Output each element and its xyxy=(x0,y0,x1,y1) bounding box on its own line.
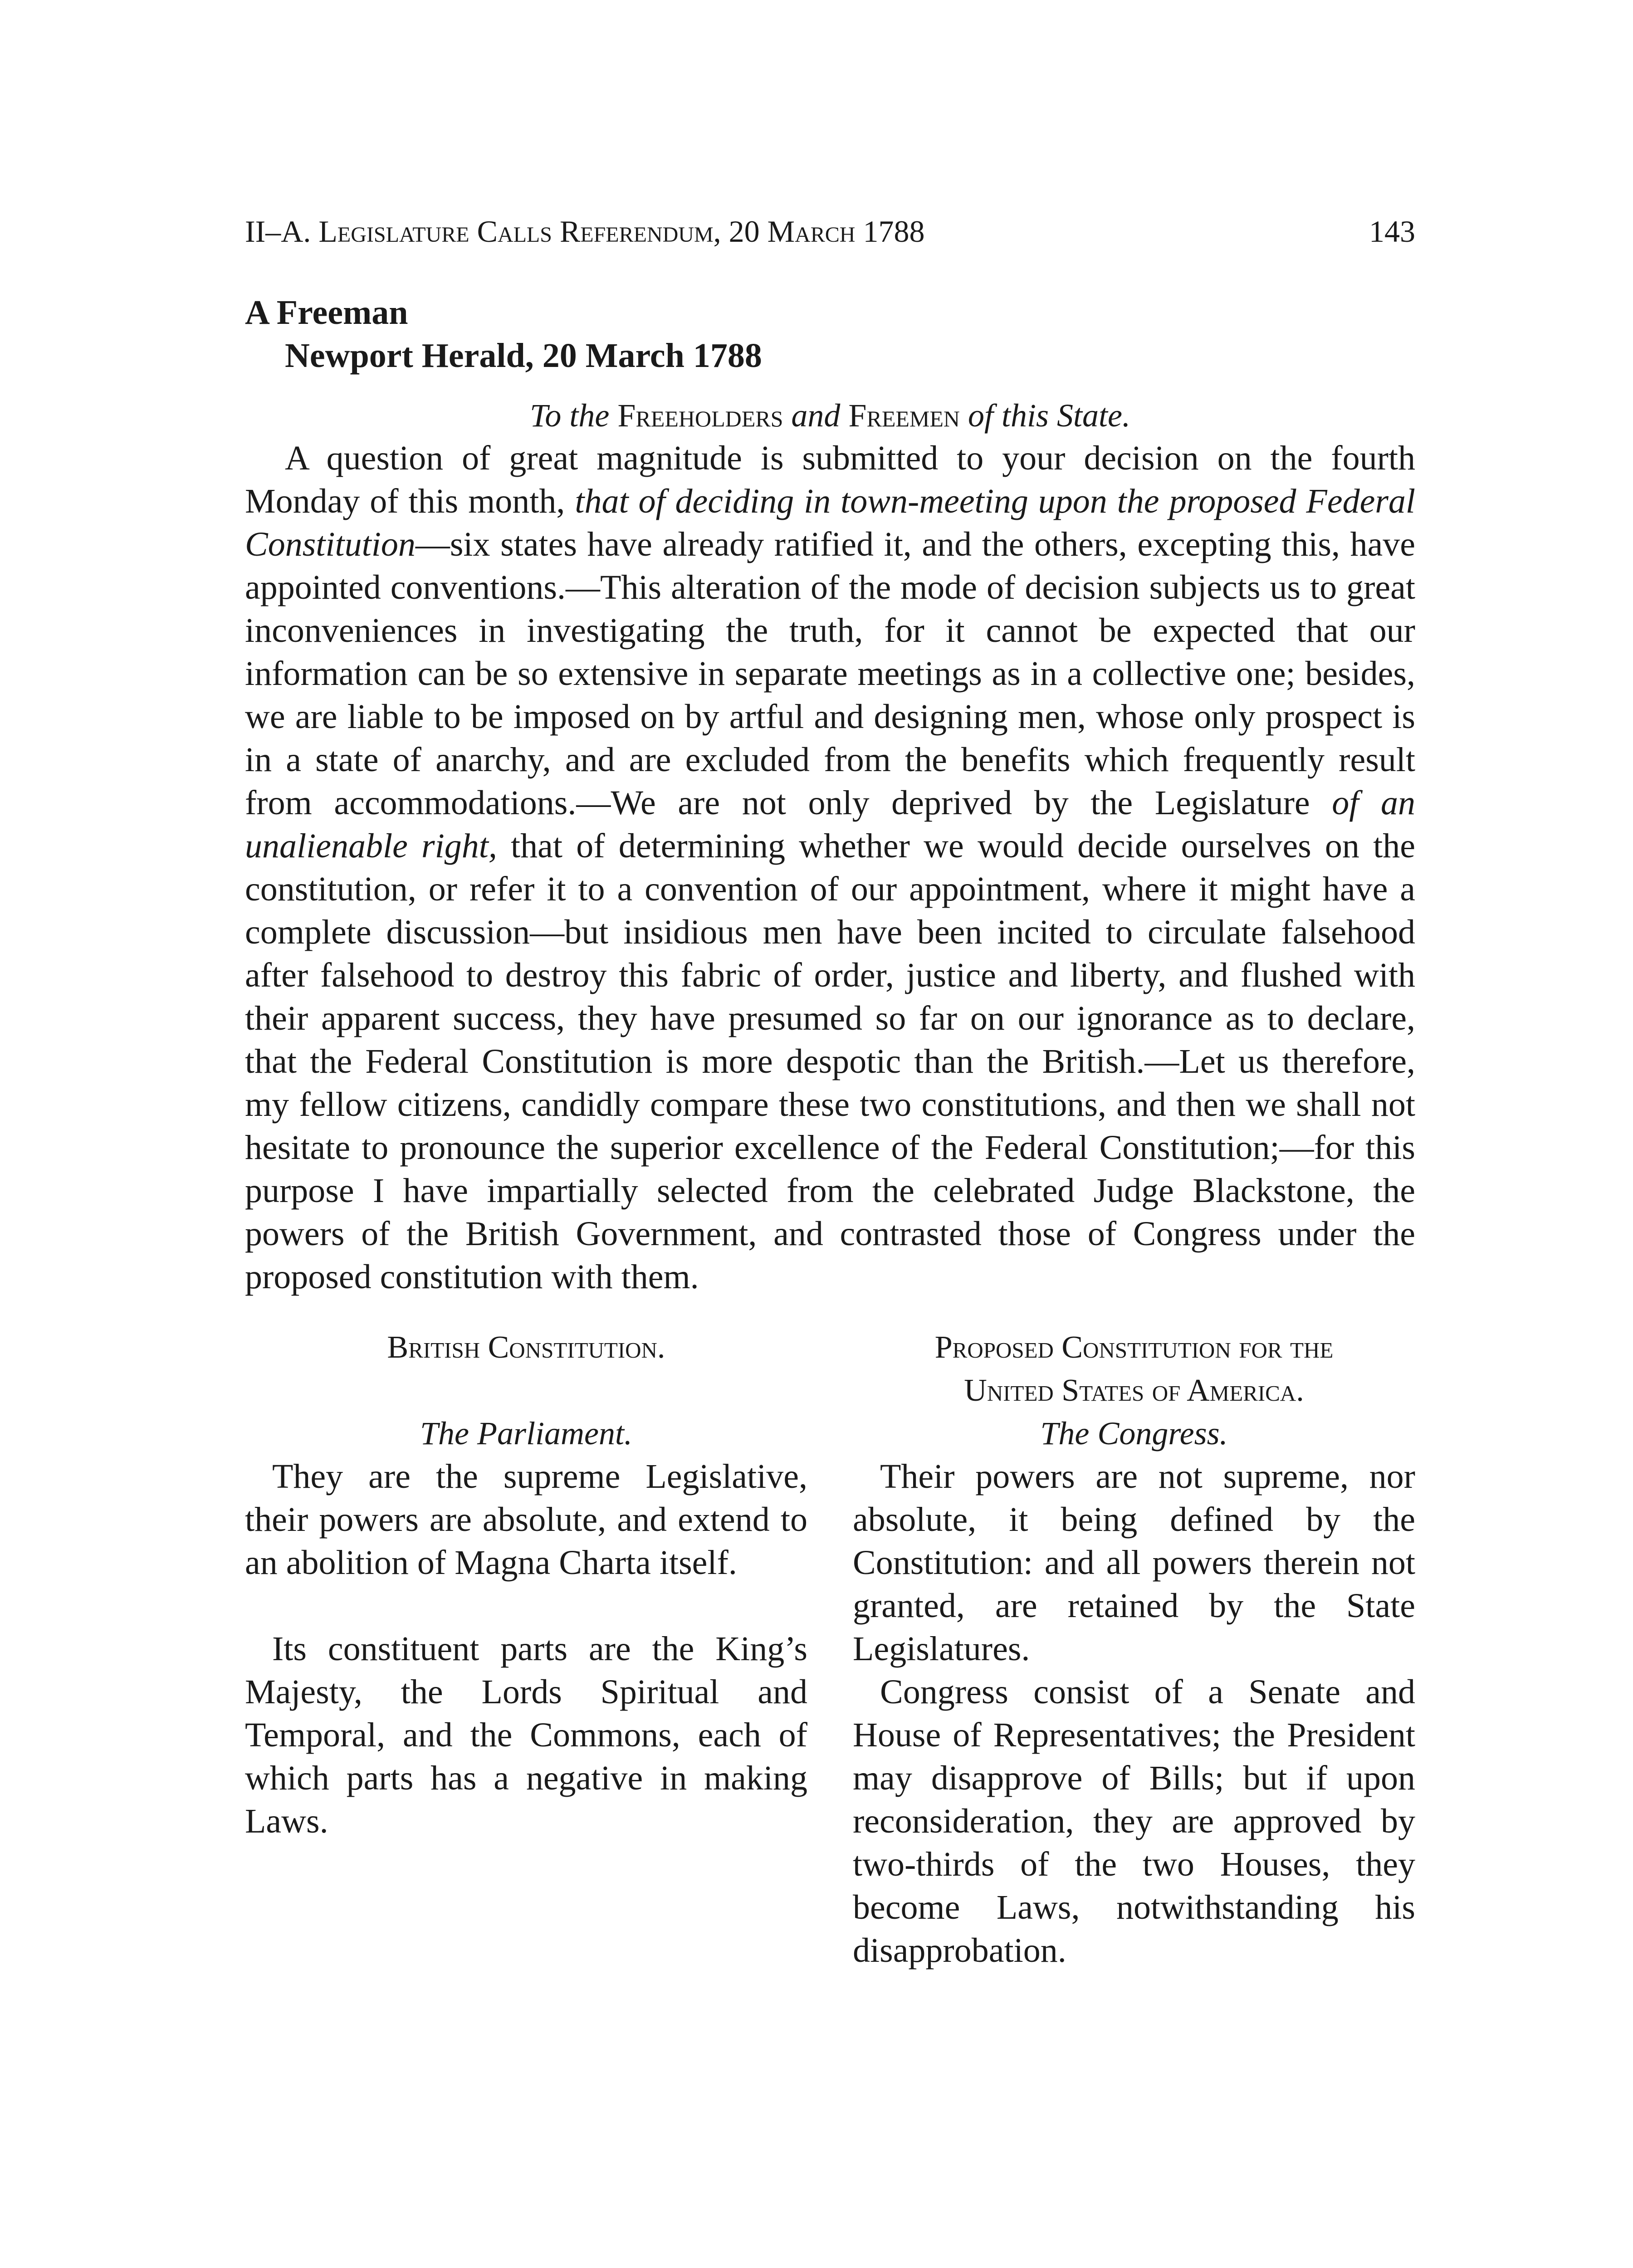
running-head-title: II–A. Legislature Calls Referendum, 20 March 1788 xyxy=(245,214,925,249)
right-column-heading-line-2: United States of America. xyxy=(964,1373,1304,1408)
left-column xyxy=(245,1326,807,1972)
left-column-subheading: The Parliament. xyxy=(420,1415,632,1452)
right-column-paragraph-2: Congress consist of a Senate and House of Representatives; the President may disapprove of Bills; but if upon reconsideration, they are approved by two-thirds of the two Houses, they become Laws, notwithstanding his disapprobation. xyxy=(853,1673,1415,1970)
body-text-d-italic: of an unalienable right, xyxy=(245,784,1416,865)
address-part-3: and xyxy=(791,397,841,434)
right-column-subheading: The Congress. xyxy=(1040,1415,1228,1452)
right-column-paragraph-1: Their powers are not supreme, nor absolute, it being defined by the Constitution: and all powers therein not granted, are retained by the State Legislatures. xyxy=(853,1457,1415,1668)
body-paragraph xyxy=(245,437,1415,1299)
right-column xyxy=(853,1326,1415,1972)
right-column-heading-line-1: Proposed Constitution for the xyxy=(934,1330,1334,1365)
running-head xyxy=(245,213,1415,250)
document-page xyxy=(245,213,1415,1972)
comparison-columns xyxy=(245,1326,1415,1972)
body-text-b-italic: that of deciding in town-meeting upon the proposed Federal Constitution xyxy=(245,482,1416,564)
page-number: 143 xyxy=(1369,214,1415,249)
document-source: Newport Herald, 20 March 1788 xyxy=(285,336,762,375)
body-text-a: A question of great magnitude is submitted to your decision on the fourth Monday of this month, xyxy=(245,439,1415,521)
address-part-2: Freeholders xyxy=(617,397,783,434)
body-text-c: —six states have already ratified it, and the others, excepting this, have appointed conventions.—This alteration of the mode of decision subjects us to great inconveniences in investigating the truth, for it cannot be expected that our information can be so extensive in separate meetings as in a collective one; besides, we are liable to be imposed on by artful and designing men, whose only prospect is in a state of anarchy, and are excluded from the benefits which frequently result from accommodations.—We are not only deprived by the Legislature xyxy=(245,525,1415,822)
left-column-paragraph-1: They are the supreme Legislative, their powers are absolute, and extend to an abolition of Magna Charta itself. xyxy=(245,1457,807,1582)
document-author: A Freeman xyxy=(245,293,408,332)
left-column-heading: British Constitution. xyxy=(387,1330,665,1365)
address-part-4: Freemen xyxy=(848,397,960,434)
body-text-e: that of determining whether we would decide ourselves on the constitution, or refer it to a convention of our appointment, where it might have a complete discussion—but insidious men have been incited to circulate falsehood after falsehood to destroy this fabric of order, justice and liberty, and flushed with their apparent success, they have presumed so far on our ignorance as to declare, that the Federal Constitution is more despotic than the British.—Let us therefore, my fellow citizens, candidly compare these two constitutions, and then we shall not hesitate to pronounce the superior excellence of the Federal Constitution;—for this purpose I have impartially selected from the celebrated Judge Blackstone, the powers of the British Government, and contrasted those of Congress under the proposed constitution with them. xyxy=(245,827,1415,1296)
address-line xyxy=(245,395,1415,437)
address-part-1: To the xyxy=(529,397,610,434)
left-column-paragraph-2: Its constituent parts are the King’s Majesty, the Lords Spiritual and Temporal, and the Commons, each of which parts has a negative in making Laws. xyxy=(245,1630,807,1841)
address-part-5: of this State. xyxy=(968,397,1131,434)
